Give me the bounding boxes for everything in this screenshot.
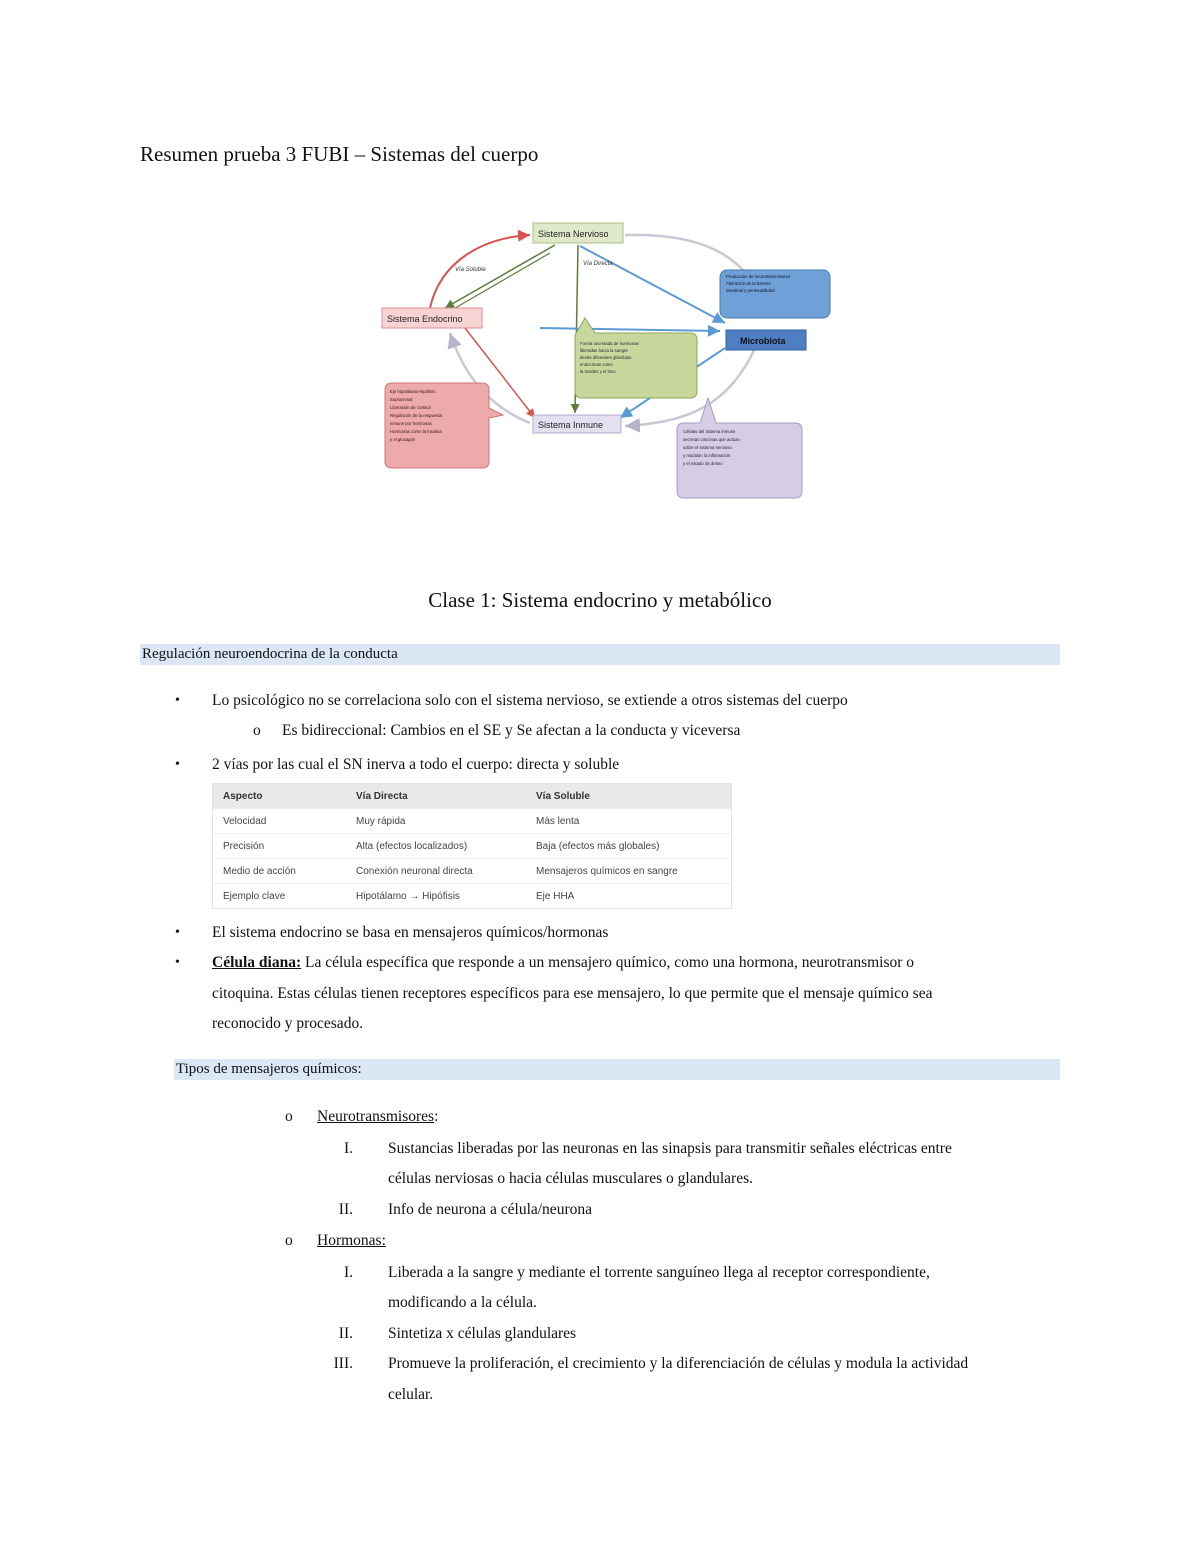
body-systems-diagram	[370, 213, 840, 503]
table-cell: Conexión neuronal directa	[346, 859, 526, 884]
label-via-soluble: Vía Soluble	[455, 267, 486, 273]
sub-marker: o	[253, 722, 261, 739]
table-cell: Más lenta	[526, 809, 731, 834]
table-header-row	[213, 784, 731, 809]
table-cell: Medio de acción	[213, 859, 346, 884]
svg-text:Producción de neurotransmisore: Producción de neurotransmisores Alteración de la barrera intestinal y permeabilidad	[726, 274, 791, 293]
table-header: Vía Soluble	[526, 784, 731, 809]
document-title: Resumen prueba 3 FUBI – Sistemas del cuerpo	[140, 142, 539, 166]
table-cell: Ejemplo clave	[213, 884, 346, 909]
neuro-item1-line1: Sustancias liberadas por las neuronas en las sinapsis para transmitir señales eléctricas entre	[388, 1140, 952, 1157]
table-row	[213, 809, 731, 834]
term-celula-diana: Célula diana:	[212, 954, 302, 971]
section-heading-tipos: Tipos de mensajeros químicos:	[174, 1059, 1060, 1080]
sub-bidireccional: Es bidireccional: Cambios en el SE y Se afectan a la conducta y viceversa	[282, 722, 741, 739]
neuro-item1-line2: células nerviosas o hacia células musculares o glandulares.	[388, 1170, 753, 1187]
label-via-directa: Vía Directa	[583, 261, 613, 267]
node-sistema-endocrino: Sistema Endocrino	[387, 314, 463, 324]
bullet-icon: •	[175, 693, 180, 708]
celula-diana-line1: La célula específica que responde a un mensajero químico, como una hormona, neurotransmisor o	[305, 954, 915, 971]
table-cell: Baja (efectos más globales)	[526, 834, 731, 859]
neuro-item2: Info de neurona a célula/neurona	[388, 1201, 592, 1218]
table-cell: Alta (efectos localizados)	[346, 834, 526, 859]
numeral-i: I.	[343, 1264, 353, 1281]
class-title: Clase 1: Sistema endocrino y metabólico	[428, 588, 772, 612]
table-row	[213, 859, 731, 884]
node-sistema-inmune: Sistema Inmune	[538, 420, 604, 430]
table-cell: Muy rápida	[346, 809, 526, 834]
horm-item2: Sintetiza x células glandulares	[388, 1325, 577, 1342]
callout-purple	[677, 398, 802, 498]
node-microbiota: Microbiota	[740, 336, 786, 346]
arrow-endocrino-nervioso	[450, 253, 550, 311]
numeral-i: I.	[343, 1140, 353, 1157]
horm-item3-line2: celular.	[388, 1386, 434, 1403]
horm-item3-line1: Promueve la proliferación, el crecimiento y la diferenciación de células y modula la actividad	[388, 1355, 969, 1372]
comparison-table	[213, 784, 731, 908]
bullet-endocrino: El sistema endocrino se basa en mensajeros químicos/hormonas	[212, 924, 609, 941]
bullet-vias: 2 vías por las cual el SN inerva a todo el cuerpo: directa y soluble	[212, 756, 620, 773]
neurotransmisores-title: Neurotransmisores:	[317, 1108, 439, 1125]
callout-blue	[720, 270, 830, 318]
horm-item1-line2: modificando a la célula.	[388, 1294, 537, 1311]
bullet-icon: •	[175, 925, 180, 940]
svg-text:Células del sistema inmune: Células del sistema inmune secretan citocinas que actúan sobre el sistema nervioso y modulan la inflamación y el estado de ánimo	[683, 429, 740, 466]
sub-marker: o	[285, 1108, 293, 1125]
callout-red	[385, 383, 503, 468]
table-cell: Eje HHA	[526, 884, 731, 909]
node-sistema-nervioso: Sistema Nervioso	[538, 229, 609, 239]
celula-diana-line2: citoquina. Estas células tienen receptores específicos para ese mensajero, lo que permite que el mensaje químico sea	[212, 985, 933, 1002]
sub-marker: o	[285, 1232, 293, 1249]
bullet-icon: •	[175, 955, 180, 970]
table-header: Vía Directa	[346, 784, 526, 809]
table-cell: Hipotálamo → Hipófisis	[346, 884, 526, 909]
table-cell: Precisión	[213, 834, 346, 859]
horm-item1-line1: Liberada a la sangre y mediante el torrente sanguíneo llega al receptor correspondiente,	[388, 1264, 930, 1281]
bullet-celula-diana	[212, 952, 914, 974]
arrow-nervioso-endocrino	[445, 245, 555, 308]
hormonas-title: Hormonas:	[317, 1232, 386, 1249]
arrow-endocrino-microbiota	[540, 328, 720, 331]
table-header: Aspecto	[213, 784, 346, 809]
table-cell: Mensajeros químicos en sangre	[526, 859, 731, 884]
section-heading-regulacion: Regulación neuroendocrina de la conducta	[140, 644, 1060, 665]
celula-diana-line3: reconocido y procesado.	[212, 1015, 364, 1032]
numeral-iii: III.	[333, 1355, 353, 1372]
table-row	[213, 834, 731, 859]
numeral-ii: II.	[338, 1201, 353, 1218]
svg-text:Forma secretada de hormonas: Forma secretada de hormonas liberadas hacia la sangre desde diferentes glándulas endocrinas como la tiroides y el timo	[580, 341, 639, 374]
table-cell: Velocidad	[213, 809, 346, 834]
bullet-psicologico: Lo psicológico no se correlaciona solo con el sistema nervioso, se extiende a otros sistemas del cuerpo	[212, 692, 848, 709]
table-row	[213, 884, 731, 909]
arrow-nervioso-microbiota	[580, 246, 725, 323]
svg-text:Eje hipotálamo-hipófisis: Eje hipotálamo-hipófisis Suprarrenal Liberación de cortisol Regulación de la respuesta inmune por hormonas Hormonas como la insulina y el glucagón	[390, 389, 443, 442]
numeral-ii: II.	[338, 1325, 353, 1342]
bullet-icon: •	[175, 757, 180, 772]
